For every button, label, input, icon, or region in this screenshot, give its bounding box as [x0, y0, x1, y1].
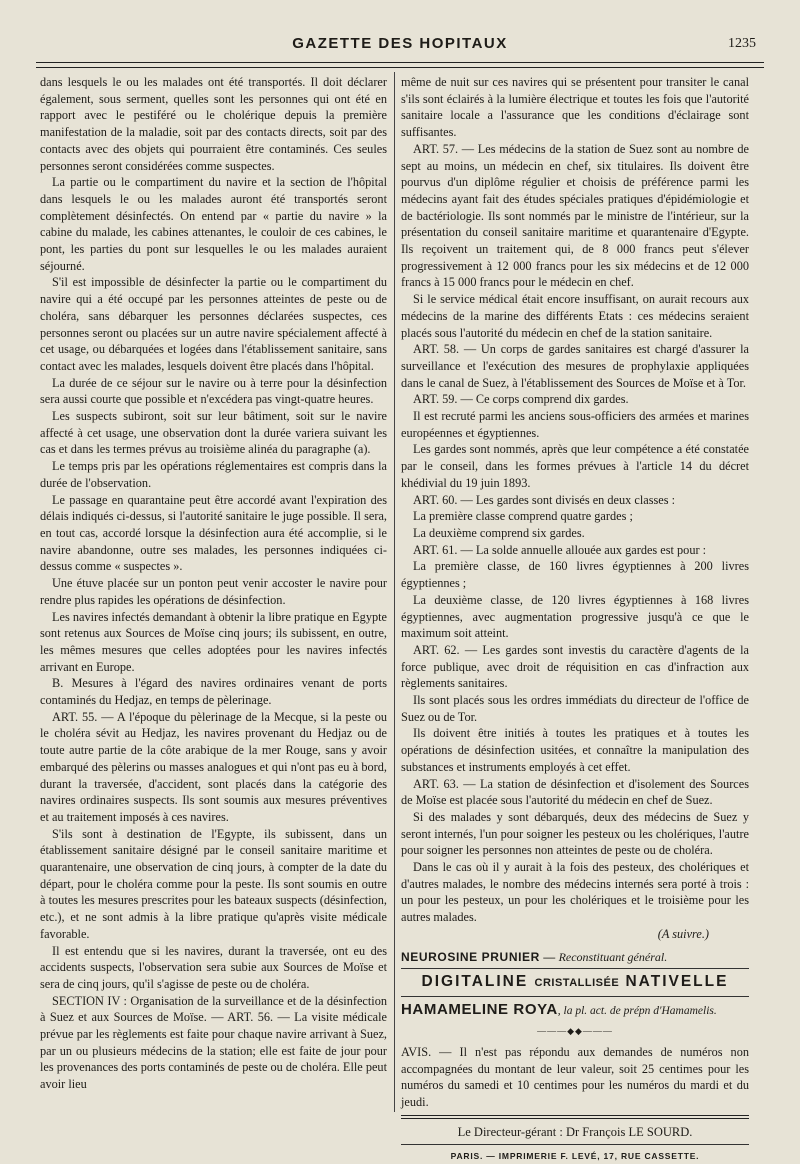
footer-rule: [401, 1115, 749, 1119]
continued-note: (A suivre.): [657, 926, 709, 941]
paragraph: B. Mesures à l'égard des navires ordinaires venant de ports contaminés du Hedjaz, en temps de pèlerinage.: [40, 676, 387, 708]
ad-digitaline-word: DIGITALINE: [421, 973, 529, 991]
paragraph: Les navires infectés demandant à obtenir la libre pratique en Egypte sont retenus aux Sources de Moïse cinq jours; ils subissent, en outre, les mêmes mesures que celles adoptées pour les navires infectés arrivant en Europe.: [40, 609, 387, 674]
paragraph: La première classe comprend quatre gardes ;: [413, 509, 633, 524]
paragraph: ART. 55. — A l'époque du pèlerinage de la Mecque, si la peste ou le choléra sévit au Hedjaz, les navires provenant du Hedjaz ou de toute autre partie de la côte arabique de la mer Rouge, sans y avoir embarqué des pèlerins ou masses analogues et qui n'ont pas eu à bord, durant la traversée, d'accident, sont placés dans la catégorie des navires ordinaires suspects. Ils sont soumis aux mesures préventives et au traitement imposés à ces navires.: [40, 709, 387, 824]
left-column: [40, 74, 387, 1093]
avis-notice: AVIS. — Il n'est pas répondu aux demandes de numéros non accompagnées du montant de leur valeur, soit 25 centimes pour les numéros du samedi et 10 centimes pour les numéros du mardi et du jeudi.: [401, 1044, 749, 1110]
paragraph: dans lesquels le ou les malades ont été transportés. Il doit déclarer également, sous serment, quelles sont les personnes qui ont été en rapport avec le pestiféré ou le cholérique depuis la première manifestation de la maladie, soit par des contacts directs, soit par des contacts avec des objets qui pourraient être contaminés. Ces seules personnes seront considérées comme suspectes.: [40, 75, 387, 173]
paragraph: ART. 60. — Les gardes sont divisés en deux classes :: [413, 492, 676, 507]
ad-divider: [401, 996, 749, 997]
paragraph: La partie ou le compartiment du navire et la section de l'hôpital dans lesquels le ou les malades auront été transportés seront complètement désinfectés. On entend par « partie du navire » la cabine du malade, les cabines attenantes, le couloir de ces cabines, le pont, les parties du pont sur lesquelles le ou les malades auraient séjourné.: [40, 175, 387, 273]
ad-neurosine: [401, 949, 749, 966]
printer-imprint: PARIS. — IMPRIMERIE F. LEVÉ, 17, RUE CASSETTE.: [450, 1150, 700, 1161]
paragraph: Les suspects subiront, soit sur leur bâtiment, soit sur le navire affecté à cet usage, une observation dont la durée variera suivant les cas et dans les termes prévus au troisième alinéa du paragraphe (a).: [40, 409, 387, 457]
paragraph: La deuxième classe, de 120 livres égyptiennes à 168 livres égyptiennes, avec augmentation progressive jusqu'à ce que le maximum soit atteint.: [401, 592, 749, 641]
header-rule: [36, 62, 764, 68]
paragraph: ART. 58. — Un corps de gardes sanitaires est chargé d'assurer la surveillance et l'exécution des mesures de prophylaxie appliquées dans le canal de Suez, à l'établissement des Sources de Moïse et à Tor.: [401, 342, 749, 390]
ad-digitaline: [401, 972, 749, 993]
page-number: 1235: [728, 36, 756, 51]
paragraph: Le temps pris par les opérations réglementaires est compris dans la durée de l'observation.: [40, 459, 387, 490]
advertisements: [401, 949, 749, 1164]
right-column: [401, 74, 749, 1164]
page-header: [36, 32, 764, 58]
paragraph: Il est recruté parmi les anciens sous-officiers des armées et marines européennes et égyptiennes.: [401, 409, 749, 440]
paragraph: Le passage en quarantaine peut être accordé avant l'expiration des délais indiqués ci-dessus, si l'autorité sanitaire le juge possible. Il sera, en tout cas, accordé lorsque la désinfection aura été accomplie, si le navire abandonne, outre ses malades, les personnes indiquées ci-dessus comme « suspectes ».: [40, 492, 387, 574]
ad-digitaline-type: CRISTALLISÉE: [534, 977, 620, 990]
paragraph: La première classe, de 160 livres égyptiennes à 200 livres égyptiennes ;: [401, 559, 749, 591]
ad-neurosine-desc: Reconstituant général.: [558, 949, 668, 964]
footer-divider: [401, 1144, 749, 1145]
ad-neurosine-sep: —: [539, 949, 559, 964]
paragraph: Il est entendu que si les navires, durant la traversée, ont eu des accidents suspects, l'observation sera subie aux Sources de Moïse et sera de cinq jours, qu'il s'agisse de peste ou de choléra.: [40, 943, 387, 991]
ornament-divider-icon: ———◆◆———: [537, 1026, 613, 1037]
paragraph: ART. 57. — Les médecins de la station de Suez sont au nombre de sept au moins, un médecin en chef, six titulaires. Ils doivent être pourvus d'un diplôme régulier et choisis de préférence parmi les médecins ayant fait des études spéciales pratiques d'épidémiologie et de bactériologie. Ils sont nommés par le ministre de l'intérieur, sur la présentation du conseil sanitaire maritime et quarantenaire d'Egypte. Ils reçoivent un traitement qui, de 8 000 francs peut s'élever progressivement à 12 000 francs pour les six médecins et de 12 000 francs à 15 000 francs pour le médecin en chef.: [401, 141, 749, 290]
paragraph: Si le service médical était encore insuffisant, on aurait recours aux médecins de la marine des différents Etats : ces médecins seraient placés sous l'autorité du médecin en chef de la station sanitaire.: [401, 292, 749, 340]
ad-hamameline: [401, 1000, 749, 1021]
column-divider: [394, 72, 395, 1112]
paragraph: Si des malades y sont débarqués, deux des médecins de Suez y seront internés, l'un pour soigner les pesteux ou les cholériques, l'autre pour soigner les personnes non atteintes de peste ou de choléra.: [401, 809, 749, 858]
paragraph: S'ils sont à destination de l'Egypte, ils subissent, dans un établissement sanitaire désigné par le conseil sanitaire maritime et quarantenaire, une observation de cinq jours, à compter de la date du départ, pour le choléra comme pour la peste. Ils sont soumis en outre à toutes les mesures prescrites pour les bateaux suspects (désinfection, etc.), et ne sont admis à la libre pratique qu'après visite médicale favorable.: [40, 826, 387, 941]
ad-divider: [401, 968, 749, 969]
paragraph: La durée de ce séjour sur le navire ou à terre pour la désinfection sera aussi courte que possible et n'excédera pas vingt-quatre heures.: [40, 375, 387, 407]
ad-digitaline-brand: NATIVELLE: [625, 973, 729, 991]
paragraph: ART. 62. — Les gardes sont investis du caractère d'agents de la force publique, avec droit de réquisition en cas d'infraction aux règlements sanitaires.: [401, 642, 749, 691]
ad-hamameline-name: HAMAMELINE ROYA: [401, 1001, 558, 1019]
paragraph: SECTION IV : Organisation de la surveillance et de la désinfection à Suez et aux Sources de Moïse. — ART. 56. — La visite médicale prévue par les règlements est faite pour chaque navire arrivant à Suez, par un ou plusieurs médecins de la station; elle est faite de jour pour les provenances des ports contaminés de peste ou de choléra. Elle peut avoir lieu: [40, 993, 387, 1092]
paragraph: Une étuve placée sur un ponton peut venir accoster le navire pour rendre plus rapides les opérations de désinfection.: [40, 576, 387, 607]
paragraph: ART. 59. — Ce corps comprend dix gardes.: [413, 392, 629, 407]
paragraph: Dans le cas où il y aurait à la fois des pesteux, des cholériques et d'autres malades, le nombre des médecins internés sera porté à trois : un pour les pesteux, un pour les cholériques et le troisième pour les autres malades.: [401, 860, 749, 925]
paragraph: ART. 61. — La solde annuelle allouée aux gardes est pour :: [413, 542, 707, 557]
ad-hamameline-desc: , la pl. act. de prépn d'Hamamelis.: [557, 1005, 717, 1018]
paragraph: La deuxième comprend six gardes.: [413, 525, 585, 540]
paragraph: Ils doivent être initiés à toutes les pratiques et à toutes les opérations de désinfection usitées, et connaître la manipulation des substances et instruments employés à cet effet.: [401, 726, 749, 774]
journal-title: GAZETTE DES HOPITAUX: [292, 35, 508, 52]
paragraph: Les gardes sont nommés, après que leur compétence a été constatée par le conseil, dans les formes prévues à l'article 14 du décret khédivial du 19 juin 1893.: [401, 442, 749, 490]
paragraph: Ils sont placés sous les ordres immédiats du directeur de l'office de Suez ou de Tor.: [401, 693, 749, 724]
director-line: Le Directeur-gérant : Dr François LE SOURD.: [457, 1124, 693, 1139]
paragraph: ART. 63. — La station de désinfection et d'isolement des Sources de Moïse est placée sous l'autorité du médecin en chef de Suez.: [401, 776, 749, 808]
ad-neurosine-name: NEUROSINE PRUNIER: [401, 949, 540, 964]
paragraph: même de nuit sur ces navires qui se présentent pour transiter le canal s'ils sont éclairés à la lumière électrique et toutes les fois que l'autorité sanitaire locale a l'assurance que les conditions d'éclairage sont suffisantes.: [401, 75, 749, 140]
paragraph: S'il est impossible de désinfecter la partie ou le compartiment du navire qui a été occupé par les personnes atteintes de peste ou de choléra, sans débarquer les personnes déclarées suspectes, ces personnes seront ou placées sur un autre navire spécialement affecté à cet usage, ou débarquées et logées dans l'établissement sanitaire, sans contact avec les malades, lesquels doivent être placés dans l'hôpital.: [40, 275, 387, 373]
